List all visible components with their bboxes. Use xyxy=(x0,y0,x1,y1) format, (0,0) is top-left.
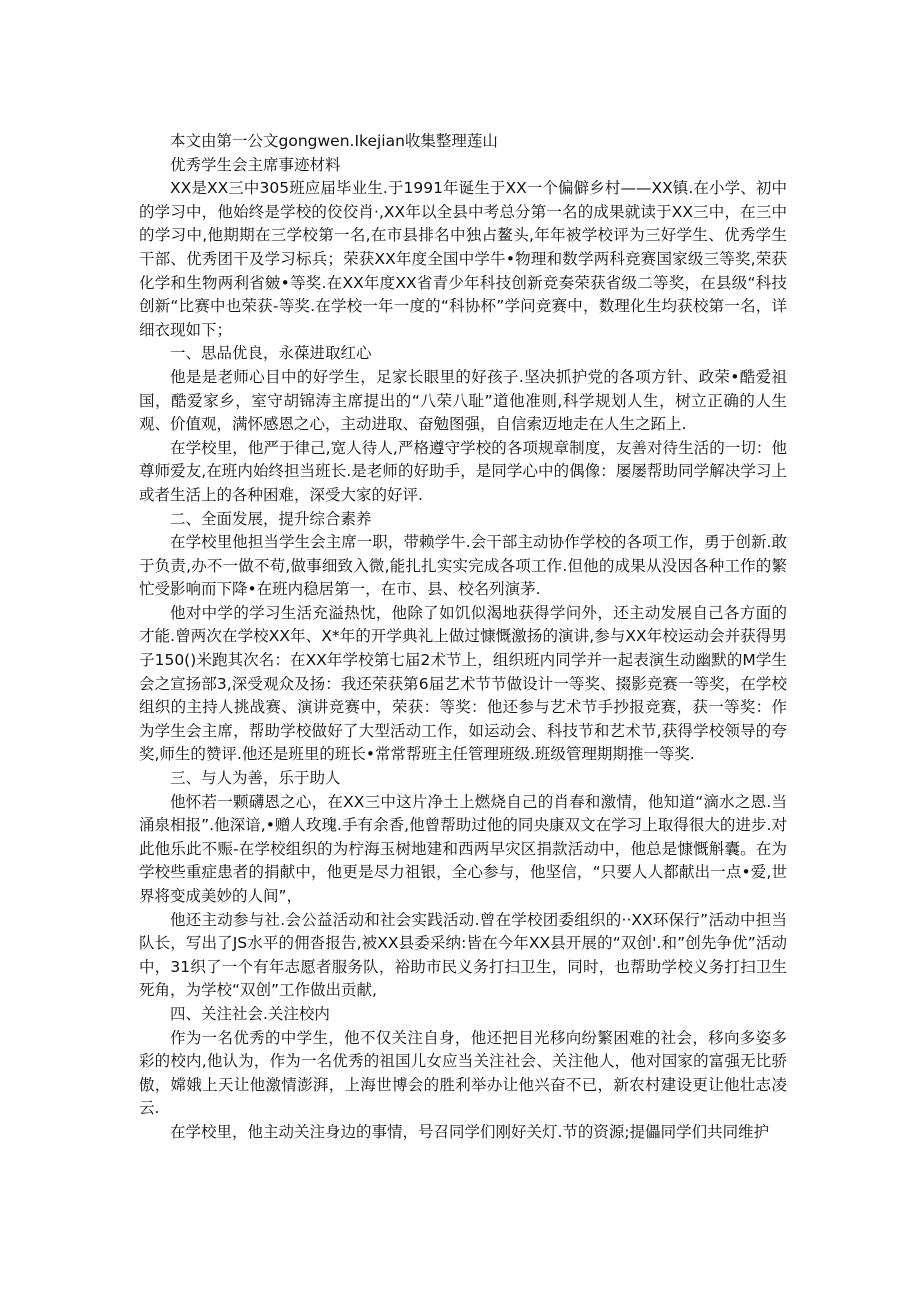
document-body xyxy=(139,130,787,1145)
source-line: 本文由第一公文gongwen.Ikejian收集整理莲山 xyxy=(170,132,498,150)
section-3-paragraph-1: 他怀若一颗礴恩之心，在XX三中这片净土上燃烧自己的肖春和激情，他知道“滴水之恩.当涌泉相报”.他深谙,•赠人玫瑰.手有余香,他曾帮助过他的同央康双文在学习上取得很大的进步.对此他乐此不赈-在学校组织的为柠海玉树地建和西两早灾区捐款活动中，他总是慷慨斛囊。在为学校些重症患者的捐献中，他更是尽力祖银，全心参与，他坚信，“只要人人都献出一点•爱,世界将变成美妙的人间”， xyxy=(139,792,787,905)
section-4-paragraph-1: 作为一名优秀的中学生，他不仅关注自身，他还把目光移向纷繁困难的社会，移向多姿多彩的校内,他认为，作为一名优秀的祖国儿女应当关注社会、关注他人，他对国家的富强无比骄傲，嫦娥上天让他激情澎湃，上海世博会的胜利举办让他兴奋不已，新农村建设更让他壮志凌云. xyxy=(139,1028,787,1118)
intro-paragraph: XX是XX三中305班应届毕业生.于1991年诞生于XX一个偏僻乡村——XX镇.在小学、初中的学习中，他始终是学校的佼佼肖·,XX年以全县中考总分第一名的成果就读于XX三中，在三中的学习中,他期期在三学校第一名,在市县排名中独占鳌头,年年被学校评为三好学生、优秀学生干部、优秀团干及学习标兵；荣获XX年度全国中学牛•物理和数学两科竞赛国家级三等奖,荣获化学和生物两利省皴•等奖.在XX年度XX省青少年科技创新竞奏荣获省级二等奖，在县级“科技创新“比赛中也荣获-等奖.在学校一年一度的“科协杯”学问竞赛中，数理化生均获校第一名，详细衣现如下； xyxy=(139,179,787,339)
section-3-paragraph-2: 他还主动参与社.会公益活动和社会实践活动.曾在学校团委组织的··XX环保行”活动中担当队长，写出了JS水平的佣沓报告,被XX县委采纳:皆在今年XX县开展的“双创'.和”创先争优”活动中，31织了一个有年志愿者服务队，裕助市民义务打扫卫生，同时，也帮助学校义务打扫卫生死角，为学校“双创”工作做出贡献, xyxy=(139,910,787,1000)
section-2-paragraph-2: 他对中学的学习生活充溢热忱，他除了如饥似渴地获得学问外，还主动发展自己各方面的才能.曾两次在学校XX年、X*年的开学典礼上做过慷慨激扬的演讲,参与XX年校运动会并获得男子150()米跑其次名：在XX年学校第七届2术节上，组织班内同学并一起表演生动幽默的M学生会之宣扬部3,深受观众及扬：我还荣获第6届艺术节节做设计一等奖、掇影竞赛一等奖，在学校组织的主持人挑战赛、演讲竞赛中，荣获：等奖：他还参与艺术节手抄报竞赛，获一等奖：作为学生会主席，帮助学校做好了大型活动工作，如运动会、科技节和艺术节,获得学校领导的夸奖,师生的赞评.他还是班里的班长•常常帮班主任管理班级.班级管理期期推一等奖. xyxy=(139,603,787,764)
section-heading-3: 三、与人为善，乐于助人 xyxy=(170,769,341,788)
section-1-paragraph-2: 在学校里，他严于律己,宽人待人,严格遵守学校的各项规章制度，友善对待生活的一切：他尊师爱友,在班内始终担当班长.是老师的好助手，是同学心中的偶像：屡屡帮助同学解决学习上或者生活上的各种困难，深受大家的好评. xyxy=(139,438,787,504)
section-heading-4: 四、关注社会.关注校内 xyxy=(170,1004,330,1023)
document-title: 优秀学生会主席事迹材料 xyxy=(170,155,341,174)
section-4-paragraph-2: 在学校里，他主动关注身边的事情，号召同学们刚好关灯.节的资源;提儡同学们共同维护 xyxy=(170,1122,770,1141)
section-1-paragraph-1: 他是是老师心目中的好学生，足家长眼里的好孩子.坚决抓护党的各项方针、政荣•酷爱祖国，酷爱家乡，室守胡锦涛主席提出的“八荣八耻”道他准则,科学规划人生，树立正确的人生观、价值观，满怀感恩之心，主动进取、奋勉图强，自信索迈地走在人生之跖上. xyxy=(139,367,787,434)
section-2-paragraph-1: 在学校里他担当学生会主席一职，带赖学牛.会干部主动协作学校的各项工作，勇于创新.敢于负责,办不一做不苟,做事细致入微,能扎扎实实完成各项工作.但他的成果从没因各种工作的繁忙受影响而下降•在班内稳居第一，在市、县、校名列演茅. xyxy=(139,533,787,599)
section-heading-1: 一、思品优良，永葆进取红心 xyxy=(170,344,372,363)
section-heading-2: 二、全面发展，提升综合素养 xyxy=(170,509,372,528)
